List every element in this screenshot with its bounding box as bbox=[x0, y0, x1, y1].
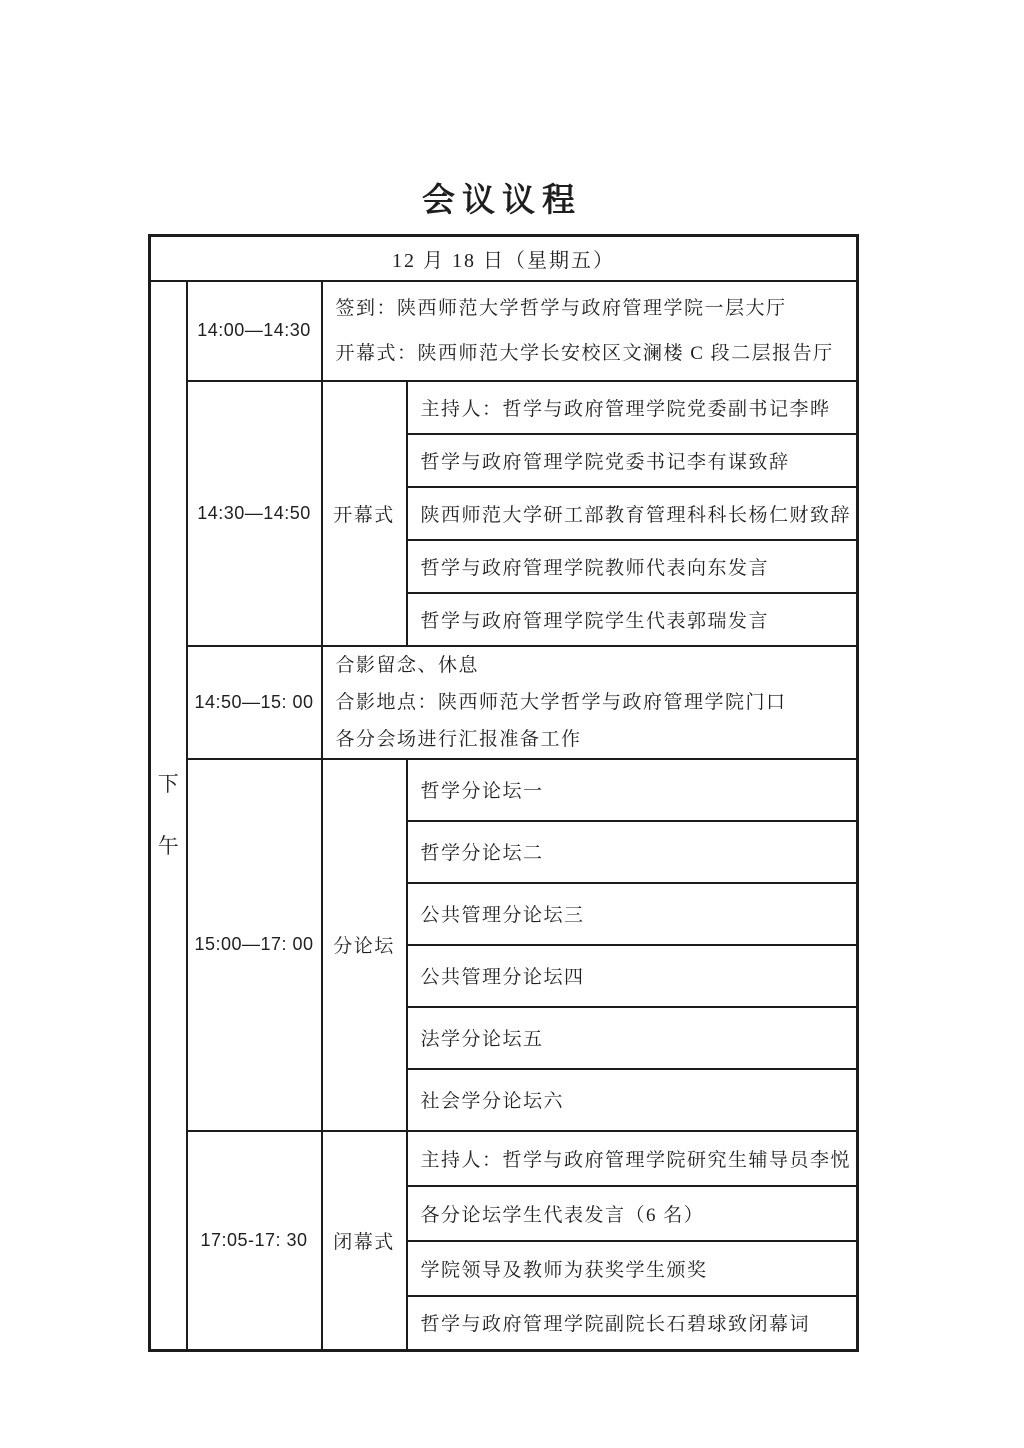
agenda-item-cell: 公共管理分论坛四 bbox=[407, 945, 858, 1007]
agenda-item-cell: 学院领导及教师为获奖学生颁奖 bbox=[407, 1241, 858, 1296]
session-photo-row bbox=[150, 646, 858, 759]
category-cell-closing: 闭幕式 bbox=[322, 1131, 407, 1351]
agenda-line: 合影地点：陕西师范大学哲学与政府管理学院门口 bbox=[335, 691, 787, 713]
session-closing-row bbox=[150, 1131, 858, 1186]
agenda-item-cell: 主持人：哲学与政府管理学院党委副书记李晔 bbox=[407, 381, 858, 434]
category-cell-forums: 分论坛 bbox=[322, 759, 407, 1131]
agenda-table bbox=[148, 234, 859, 1352]
category-cell-opening: 开幕式 bbox=[322, 381, 407, 646]
photo-content-cell bbox=[322, 646, 858, 759]
session-forum-row bbox=[150, 759, 858, 821]
agenda-line: 签到：陕西师范大学哲学与政府管理学院一层大厅 bbox=[335, 297, 787, 319]
agenda-item-cell: 哲学与政府管理学院学生代表郭瑞发言 bbox=[407, 593, 858, 646]
agenda-item-cell: 哲学分论坛一 bbox=[407, 759, 858, 821]
period-label: 下午 bbox=[157, 772, 179, 859]
time-cell-photo: 14:50—15: 00 bbox=[187, 646, 322, 759]
agenda-item-cell: 哲学与政府管理学院教师代表向东发言 bbox=[407, 540, 858, 593]
agenda-item-cell: 陕西师范大学研工部教育管理科科长杨仁财致辞 bbox=[407, 487, 858, 540]
agenda-item-cell: 各分论坛学生代表发言（6 名） bbox=[407, 1186, 858, 1241]
session-signin-row bbox=[150, 281, 858, 381]
date-header: 12 月 18 日（星期五） bbox=[150, 236, 858, 281]
document-page bbox=[148, 0, 856, 1352]
date-header-row bbox=[150, 236, 858, 281]
agenda-item-cell: 主持人：哲学与政府管理学院研究生辅导员李悦 bbox=[407, 1131, 858, 1186]
agenda-item-cell: 法学分论坛五 bbox=[407, 1007, 858, 1069]
period-cell bbox=[150, 281, 187, 1351]
signin-content-cell bbox=[322, 281, 858, 381]
time-cell-forums: 15:00—17: 00 bbox=[187, 759, 322, 1131]
agenda-item-cell: 哲学与政府管理学院副院长石碧球致闭幕词 bbox=[407, 1296, 858, 1351]
agenda-item-cell: 哲学与政府管理学院党委书记李有谋致辞 bbox=[407, 434, 858, 487]
agenda-line: 开幕式：陕西师范大学长安校区文澜楼 C 段二层报告厅 bbox=[335, 342, 834, 364]
time-cell-closing: 17:05-17: 30 bbox=[187, 1131, 322, 1351]
page-title: 会议议程 bbox=[422, 183, 582, 219]
agenda-line: 合影留念、休息 bbox=[335, 654, 480, 676]
agenda-line: 各分会场进行汇报准备工作 bbox=[335, 728, 582, 750]
time-cell-opening: 14:30—14:50 bbox=[187, 381, 322, 646]
time-cell-signin: 14:00—14:30 bbox=[187, 281, 322, 381]
agenda-item-cell: 公共管理分论坛三 bbox=[407, 883, 858, 945]
agenda-item-cell: 社会学分论坛六 bbox=[407, 1069, 858, 1131]
session-opening-row bbox=[150, 381, 858, 434]
agenda-item-cell: 哲学分论坛二 bbox=[407, 821, 858, 883]
